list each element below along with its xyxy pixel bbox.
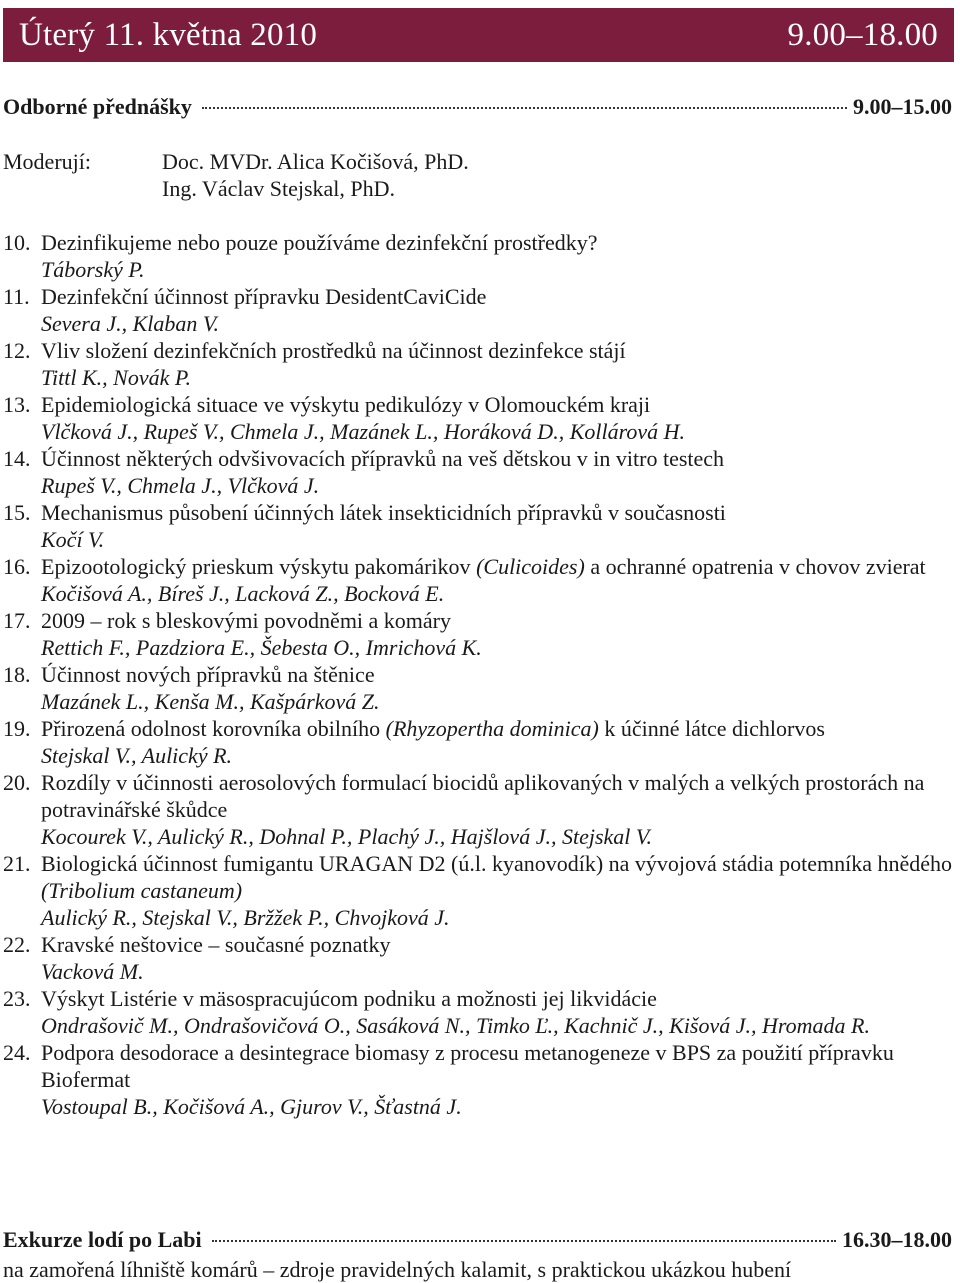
talk-title-text: Výskyt Listérie v mäsospracujúcom podniku a možnosti jej likvidácie	[41, 986, 657, 1011]
talk-title-text: Podpora desodorace a desintegrace biomasy z procesu metanogeneze v BPS za použití přípravku Biofermat	[41, 1040, 894, 1092]
talk-body	[41, 769, 953, 850]
talk-authors: Aulický R., Stejskal V., Bržžek P., Chvojková J.	[41, 905, 450, 930]
talk-title-text: Epidemiologická situace ve výskytu pedikulózy v Olomouckém kraji	[41, 392, 651, 417]
day-date: Úterý 11. května 2010	[19, 16, 318, 53]
talk-list	[3, 229, 953, 1120]
talk-authors: Vostoupal B., Kočišová A., Gjurov V., Šťastná J.	[41, 1094, 462, 1119]
talk-title-text: Kravské neštovice – současné poznatky	[41, 932, 391, 957]
talk-title	[41, 1039, 953, 1093]
day-time: 9.00–18.00	[787, 16, 938, 53]
talk-item	[3, 229, 953, 283]
talk-authors: Kočí V.	[41, 527, 105, 552]
talk-number: 16.	[3, 554, 31, 579]
talk-number: 13.	[3, 392, 31, 417]
talk-item	[3, 283, 953, 337]
talk-number: 12.	[3, 338, 31, 363]
talk-authors: Rettich F., Pazdziora E., Šebesta O., Imrichová K.	[41, 635, 482, 660]
talk-authors: Vlčková J., Rupeš V., Chmela J., Mazánek L., Horáková D., Kollárová H.	[41, 419, 685, 444]
talk-authors: Vacková M.	[41, 959, 144, 984]
talk-number: 21.	[3, 851, 31, 876]
talk-title-text: Dezinfekční účinnost přípravku DesidentCaviCide	[41, 284, 487, 309]
talk-body	[41, 553, 953, 607]
talk-body	[41, 391, 953, 445]
talk-title-text: a ochranné opatrenia v chovov zvierat	[584, 554, 926, 579]
talk-title-text: Dezinfikujeme nebo pouze používáme dezinfekční prostředky?	[41, 230, 598, 255]
talk-body	[41, 337, 953, 391]
talk-title	[41, 715, 953, 742]
talk-item	[3, 769, 953, 850]
talk-number: 14.	[3, 446, 31, 471]
leader-dots	[212, 1240, 836, 1242]
talk-item	[3, 715, 953, 769]
talk-title-text: Biologická účinnost fumigantu URAGAN D2 (ú.l. kyanovodík) na vývojová stádia potemníka hnědého	[41, 851, 953, 876]
section-lectures-time: 9.00–15.00	[853, 94, 952, 119]
moderator-name: Doc. MVDr. Alica Kočišová, PhD.	[162, 149, 469, 174]
talk-item	[3, 499, 953, 553]
talk-authors: Kocourek V., Aulický R., Dohnal P., Plachý J., Hajšlová J., Stejskal V.	[41, 824, 652, 849]
talk-title-text: 2009 – rok s bleskovými povodněmi a komáry	[41, 608, 452, 633]
talk-item	[3, 553, 953, 607]
talk-title	[41, 283, 953, 310]
moderators-label: Moderují:	[3, 149, 91, 174]
talk-body	[41, 985, 953, 1039]
talk-title-text: Účinnost některých odvšivovacích přípravků na veš dětskou v in vitro testech	[41, 446, 725, 471]
talk-title	[41, 985, 953, 1012]
talk-title	[41, 661, 953, 688]
talk-body	[41, 499, 953, 553]
day-header-banner	[3, 8, 954, 62]
talk-body	[41, 850, 953, 931]
talk-authors: Mazánek L., Kenša M., Kašpárková Z.	[41, 689, 380, 714]
talk-item	[3, 985, 953, 1039]
moderators-names	[162, 148, 469, 202]
talk-title-species: (Tribolium castaneum)	[41, 878, 243, 903]
moderator-name: Ing. Václav Stejskal, PhD.	[162, 176, 396, 201]
talk-item	[3, 391, 953, 445]
section-excursion-title: Exkurze lodí po Labi	[3, 1227, 202, 1252]
talk-title	[41, 445, 953, 472]
talk-item	[3, 850, 953, 931]
talk-title-text: Účinnost nových přípravků na štěnice	[41, 662, 375, 687]
talk-authors: Stejskal V., Aulický R.	[41, 743, 233, 768]
talk-title	[41, 769, 953, 823]
talk-title	[41, 337, 953, 364]
talk-item	[3, 931, 953, 985]
talk-title	[41, 499, 953, 526]
talk-body	[41, 229, 953, 283]
talk-number: 11.	[3, 284, 30, 309]
talk-item	[3, 607, 953, 661]
talk-authors: Kočišová A., Bíreš J., Lacková Z., Bocková E.	[41, 581, 445, 606]
talk-title-species: (Culicoides)	[476, 554, 585, 579]
talk-title	[41, 850, 953, 904]
talk-number: 15.	[3, 500, 31, 525]
talk-item	[3, 1039, 953, 1120]
talk-title-text: Mechanismus působení účinných látek insekticidních přípravků v současnosti	[41, 500, 726, 525]
talk-number: 23.	[3, 986, 31, 1011]
talk-body	[41, 715, 953, 769]
talk-authors: Severa J., Klaban V.	[41, 311, 220, 336]
talk-number: 24.	[3, 1040, 31, 1065]
talk-body	[41, 283, 953, 337]
talk-authors: Tittl K., Novák P.	[41, 365, 191, 390]
talk-number: 17.	[3, 608, 31, 633]
talk-number: 19.	[3, 716, 31, 741]
talk-number: 10.	[3, 230, 31, 255]
talk-authors: Táborský P.	[41, 257, 145, 282]
talk-title	[41, 607, 953, 634]
talk-number: 20.	[3, 770, 31, 795]
talk-title	[41, 229, 953, 256]
talk-number: 22.	[3, 932, 31, 957]
talk-authors: Rupeš V., Chmela J., Vlčková J.	[41, 473, 320, 498]
talk-title	[41, 553, 953, 580]
talk-item	[3, 445, 953, 499]
talk-item	[3, 337, 953, 391]
talk-title-text: k účinné látce dichlorvos	[598, 716, 825, 741]
excursion-description: na zamořená líhniště komárů – zdroje pravidelných kalamit, s praktickou ukázkou hubení	[3, 1257, 792, 1282]
talk-title-text: Epizootologický prieskum výskytu pakomárikov	[41, 554, 477, 579]
leader-dots	[202, 107, 847, 109]
talk-title-text: Přirozená odolnost korovníka obilního	[41, 716, 386, 741]
talk-title-species: (Rhyzopertha dominica)	[385, 716, 599, 741]
talk-title-text: Rozdíly v účinnosti aerosolových formulací biocidů aplikovaných v malých a velkých prostorách na potravinářské škůdce	[41, 770, 925, 822]
talk-body	[41, 445, 953, 499]
section-lectures-title: Odborné přednášky	[3, 94, 192, 119]
talk-body	[41, 607, 953, 661]
talk-title	[41, 931, 953, 958]
talk-body	[41, 661, 953, 715]
talk-title	[41, 391, 953, 418]
talk-item	[3, 661, 953, 715]
talk-body	[41, 931, 953, 985]
section-excursion-heading	[3, 1227, 952, 1253]
talk-authors: Ondrašovič M., Ondrašovičová O., Sasáková N., Timko Ľ., Kachnič J., Kišová J., Hromada R.	[41, 1013, 870, 1038]
talk-number: 18.	[3, 662, 31, 687]
section-excursion-time: 16.30–18.00	[842, 1227, 952, 1252]
talk-title-text: Vliv složení dezinfekčních prostředků na účinnost dezinfekce stájí	[41, 338, 626, 363]
section-lectures-heading	[3, 94, 952, 120]
talk-body	[41, 1039, 953, 1120]
